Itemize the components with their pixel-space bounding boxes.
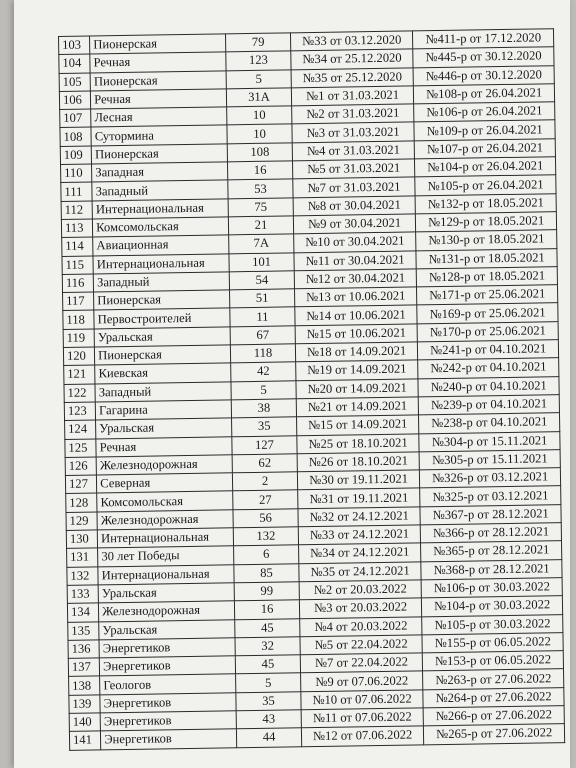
protocol-cell: №3 от 31.03.2021 <box>292 122 415 142</box>
order-cell: №155-р от 06.05.2022 <box>422 632 563 653</box>
street-cell: Лесная <box>91 107 227 127</box>
row-number-cell: 107 <box>60 109 91 128</box>
house-number-cell: 32 <box>235 637 300 656</box>
protocol-cell: №25 от 18.10.2021 <box>297 433 420 453</box>
street-cell: Уральская <box>99 619 235 639</box>
row-number-cell: 123 <box>64 402 95 421</box>
house-number-cell: 123 <box>226 51 291 70</box>
row-number-cell: 104 <box>59 54 90 73</box>
protocol-cell: №31 от 19.11.2021 <box>298 488 421 508</box>
row-number-cell: 129 <box>66 512 97 531</box>
row-number-cell: 105 <box>59 73 90 92</box>
row-number-cell: 111 <box>61 182 92 201</box>
order-cell: №106-р от 26.04.2021 <box>414 102 555 123</box>
street-cell: Железнодорожная <box>96 455 232 475</box>
row-number-cell: 114 <box>62 237 93 256</box>
order-cell: №130-р от 18.05.2021 <box>416 230 557 251</box>
row-number-cell: 127 <box>65 475 96 494</box>
protocol-cell: №15 от 14.09.2021 <box>296 415 419 435</box>
row-number-cell: 103 <box>59 36 90 55</box>
street-cell: Энергетиков <box>99 638 235 658</box>
order-cell: №104-р от 26.04.2021 <box>415 157 556 178</box>
street-cell: Пионерская <box>90 34 226 54</box>
row-number-cell: 140 <box>69 713 100 732</box>
street-cell: Пионерская <box>91 144 227 164</box>
house-number-cell: 56 <box>233 509 298 528</box>
house-number-cell: 43 <box>236 710 301 729</box>
protocol-cell: №26 от 18.10.2021 <box>297 452 420 472</box>
street-cell: Речная <box>90 52 226 72</box>
protocol-cell: №10 от 30.04.2021 <box>293 232 416 252</box>
order-cell: №266-р от 27.06.2022 <box>424 706 565 727</box>
records-table-body <box>59 29 565 750</box>
protocol-cell: №7 от 22.04.2022 <box>300 653 423 673</box>
street-cell: Железнодорожная <box>99 601 235 621</box>
row-number-cell: 132 <box>67 567 98 586</box>
protocol-cell: №8 от 30.04.2021 <box>293 196 416 216</box>
protocol-cell: №20 от 14.09.2021 <box>296 379 419 399</box>
street-cell: Западный <box>95 381 231 401</box>
street-cell: Пионерская <box>90 70 226 90</box>
order-cell: №153-р от 06.05.2022 <box>423 651 564 672</box>
house-number-cell: 42 <box>231 362 296 381</box>
house-number-cell: 44 <box>237 728 302 747</box>
house-number-cell: 7А <box>229 234 294 253</box>
street-cell: Пионерская <box>94 290 230 310</box>
order-cell: №131-р от 18.05.2021 <box>416 248 557 269</box>
order-cell: №107-р от 26.04.2021 <box>415 138 556 159</box>
order-cell: №265-р от 27.06.2022 <box>424 724 565 745</box>
protocol-cell: №1 от 31.03.2021 <box>291 86 414 106</box>
street-cell: Интернациональная <box>92 199 228 219</box>
order-cell: №305-р от 15.11.2021 <box>420 449 561 470</box>
order-cell: №105-р от 26.04.2021 <box>415 175 556 196</box>
street-cell: Северная <box>97 473 233 493</box>
order-cell: №241-р от 04.10.2021 <box>418 340 559 361</box>
street-cell: Первостроителей <box>94 308 230 328</box>
protocol-cell: №34 от 25.12.2020 <box>291 49 414 69</box>
house-number-cell: 75 <box>228 198 293 217</box>
house-number-cell: 5 <box>231 380 296 399</box>
protocol-cell: №18 от 14.09.2021 <box>295 342 418 362</box>
house-number-cell: 127 <box>232 435 297 454</box>
street-cell: Киевская <box>95 363 231 383</box>
house-number-cell: 85 <box>234 563 299 582</box>
row-number-cell: 122 <box>64 384 95 403</box>
street-cell: Сутормина <box>91 125 227 145</box>
street-cell: Речная <box>96 436 232 456</box>
records-table <box>58 28 565 750</box>
row-number-cell: 126 <box>65 457 96 476</box>
street-cell: Железнодорожная <box>97 510 233 530</box>
document-page <box>14 0 570 768</box>
order-cell: №366-р от 28.12.2021 <box>421 523 562 544</box>
order-cell: №242-р от 04.10.2021 <box>418 358 559 379</box>
street-cell: Авиационная <box>93 235 229 255</box>
row-number-cell: 131 <box>67 548 98 567</box>
row-number-cell: 130 <box>66 530 97 549</box>
street-cell: Интернациональная <box>98 564 234 584</box>
protocol-cell: №2 от 20.03.2022 <box>299 580 422 600</box>
order-cell: №239-р от 04.10.2021 <box>419 395 560 416</box>
protocol-cell: №33 от 03.12.2020 <box>290 31 413 51</box>
protocol-cell: №11 от 07.06.2022 <box>301 708 424 728</box>
protocol-cell: №12 от 30.04.2021 <box>294 269 417 289</box>
row-number-cell: 120 <box>63 347 94 366</box>
protocol-cell: №9 от 07.06.2022 <box>300 671 423 691</box>
street-cell: Гагарина <box>95 400 231 420</box>
house-number-cell: 5 <box>236 673 301 692</box>
order-cell: №108-р от 26.04.2021 <box>414 84 555 105</box>
street-cell: Западный <box>92 180 228 200</box>
protocol-cell: №11 от 30.04.2021 <box>294 250 417 270</box>
row-number-cell: 133 <box>67 585 98 604</box>
table-container <box>58 28 565 750</box>
protocol-cell: №2 от 31.03.2021 <box>291 104 414 124</box>
house-number-cell: 118 <box>231 344 296 363</box>
row-number-cell: 137 <box>68 658 99 677</box>
order-cell: №263-р от 27.06.2022 <box>423 669 564 690</box>
row-number-cell: 141 <box>69 731 100 750</box>
street-cell: Геологов <box>100 674 236 694</box>
house-number-cell: 67 <box>230 326 295 345</box>
row-number-cell: 121 <box>64 365 95 384</box>
protocol-cell: №32 от 24.12.2021 <box>298 507 421 527</box>
house-number-cell: 21 <box>229 216 294 235</box>
row-number-cell: 125 <box>65 438 96 457</box>
order-cell: №171-р от 25.06.2021 <box>417 285 558 306</box>
house-number-cell: 35 <box>232 417 297 436</box>
order-cell: №169-р от 25.06.2021 <box>417 303 558 324</box>
protocol-cell: №34 от 24.12.2021 <box>298 543 421 563</box>
house-number-cell: 108 <box>227 143 292 162</box>
protocol-cell: №4 от 20.03.2022 <box>300 616 423 636</box>
house-number-cell: 79 <box>226 33 291 52</box>
order-cell: №238-р от 04.10.2021 <box>419 413 560 434</box>
order-cell: №411-р от 17.12.2020 <box>413 29 554 50</box>
row-number-cell: 118 <box>63 310 94 329</box>
house-number-cell: 16 <box>228 161 293 180</box>
protocol-cell: №35 от 24.12.2021 <box>299 561 422 581</box>
protocol-cell: №5 от 31.03.2021 <box>292 159 415 179</box>
order-cell: №128-р от 18.05.2021 <box>417 267 558 288</box>
protocol-cell: №9 от 30.04.2021 <box>293 214 416 234</box>
order-cell: №367-р от 28.12.2021 <box>420 504 561 525</box>
house-number-cell: 45 <box>235 655 300 674</box>
order-cell: №240-р от 04.10.2021 <box>418 376 559 397</box>
house-number-cell: 99 <box>234 582 299 601</box>
street-cell: 30 лет Победы <box>98 546 234 566</box>
protocol-cell: №15 от 10.06.2021 <box>295 324 418 344</box>
street-cell: Комсомольская <box>93 217 229 237</box>
row-number-cell: 108 <box>60 127 91 146</box>
order-cell: №264-р от 27.06.2022 <box>423 687 564 708</box>
house-number-cell: 101 <box>229 252 294 271</box>
street-cell: Энергетиков <box>99 656 235 676</box>
row-number-cell: 117 <box>63 292 94 311</box>
protocol-cell: №33 от 24.12.2021 <box>298 525 421 545</box>
order-cell: №445-р от 30.12.2020 <box>413 47 554 68</box>
street-cell: Пионерская <box>95 345 231 365</box>
house-number-cell: 10 <box>227 124 292 143</box>
row-number-cell: 124 <box>65 420 96 439</box>
protocol-cell: №35 от 25.12.2020 <box>291 68 414 88</box>
protocol-cell: №7 от 31.03.2021 <box>293 177 416 197</box>
row-number-cell: 116 <box>62 274 93 293</box>
order-cell: №104-р от 30.03.2022 <box>422 596 563 617</box>
street-cell: Уральская <box>98 583 234 603</box>
house-number-cell: 6 <box>234 545 299 564</box>
order-cell: №129-р от 18.05.2021 <box>416 212 557 233</box>
order-cell: №325-р от 03.12.2021 <box>420 486 561 507</box>
house-number-cell: 10 <box>227 106 292 125</box>
house-number-cell: 5 <box>226 69 291 88</box>
house-number-cell: 16 <box>235 600 300 619</box>
order-cell: №368-р от 28.12.2021 <box>421 559 562 580</box>
order-cell: №106-р от 30.03.2022 <box>422 578 563 599</box>
house-number-cell: 11 <box>230 307 295 326</box>
street-cell: Западная <box>92 162 228 182</box>
house-number-cell: 2 <box>233 472 298 491</box>
house-number-cell: 27 <box>233 490 298 509</box>
street-cell: Интернациональная <box>97 528 233 548</box>
protocol-cell: №4 от 31.03.2021 <box>292 141 415 161</box>
house-number-cell: 38 <box>231 399 296 418</box>
row-number-cell: 135 <box>68 621 99 640</box>
street-cell: Энергетиков <box>100 711 236 731</box>
house-number-cell: 51 <box>230 289 295 308</box>
protocol-cell: №19 от 14.09.2021 <box>296 360 419 380</box>
order-cell: №304-р от 15.11.2021 <box>419 431 560 452</box>
order-cell: №105-р от 30.03.2022 <box>422 614 563 635</box>
street-cell: Интернациональная <box>93 253 229 273</box>
protocol-cell: №30 от 19.11.2021 <box>297 470 420 490</box>
protocol-cell: №5 от 22.04.2022 <box>300 635 423 655</box>
house-number-cell: 35 <box>236 691 301 710</box>
street-cell: Речная <box>91 89 227 109</box>
row-number-cell: 109 <box>60 146 91 165</box>
row-number-cell: 113 <box>61 219 92 238</box>
row-number-cell: 119 <box>63 329 94 348</box>
row-number-cell: 115 <box>62 256 93 275</box>
protocol-cell: №13 от 10.06.2021 <box>294 287 417 307</box>
street-cell: Уральская <box>96 418 232 438</box>
street-cell: Западный <box>93 272 229 292</box>
order-cell: №446-р от 30.12.2020 <box>414 65 555 86</box>
row-number-cell: 128 <box>66 493 97 512</box>
order-cell: №132-р от 18.05.2021 <box>416 193 557 214</box>
protocol-cell: №21 от 14.09.2021 <box>296 397 419 417</box>
row-number-cell: 134 <box>67 603 98 622</box>
street-cell: Комсомольская <box>97 491 233 511</box>
protocol-cell: №3 от 20.03.2022 <box>299 598 422 618</box>
house-number-cell: 62 <box>232 454 297 473</box>
row-number-cell: 106 <box>59 91 90 110</box>
row-number-cell: 138 <box>69 676 100 695</box>
order-cell: №365-р от 28.12.2021 <box>421 541 562 562</box>
house-number-cell: 31А <box>227 88 292 107</box>
row-number-cell: 112 <box>61 201 92 220</box>
street-cell: Энергетиков <box>100 692 236 712</box>
order-cell: №109-р от 26.04.2021 <box>414 120 555 141</box>
house-number-cell: 54 <box>229 271 294 290</box>
street-cell: Энергетиков <box>101 729 237 749</box>
street-cell: Уральская <box>94 327 230 347</box>
order-cell: №326-р от 03.12.2021 <box>420 468 561 489</box>
house-number-cell: 132 <box>233 527 298 546</box>
protocol-cell: №10 от 07.06.2022 <box>301 690 424 710</box>
house-number-cell: 45 <box>235 618 300 637</box>
house-number-cell: 53 <box>228 179 293 198</box>
protocol-cell: №12 от 07.06.2022 <box>301 726 424 746</box>
row-number-cell: 139 <box>69 695 100 714</box>
row-number-cell: 110 <box>61 164 92 183</box>
protocol-cell: №14 от 10.06.2021 <box>295 305 418 325</box>
order-cell: №170-р от 25.06.2021 <box>418 321 559 342</box>
row-number-cell: 136 <box>68 640 99 659</box>
